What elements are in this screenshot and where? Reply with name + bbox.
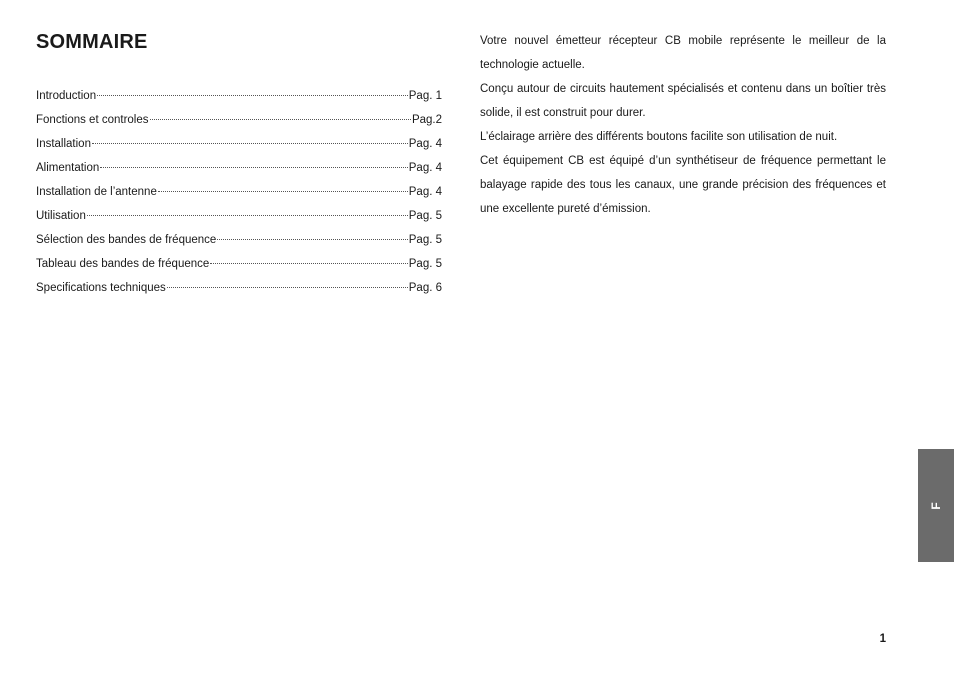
- toc-entry-specifications: [36, 276, 442, 300]
- toc-entry-label: Utilisation: [36, 210, 86, 222]
- toc-entry-label: Sélection des bandes de fréquence: [36, 234, 217, 246]
- toc-entry-utilisation: [36, 204, 442, 228]
- toc-entry-page: Pag. 6: [408, 282, 442, 294]
- toc-entry-introduction: [36, 84, 442, 108]
- toc-entry-alimentation: [36, 156, 442, 180]
- toc-leader-dots: [92, 143, 408, 144]
- toc-leader-dots: [158, 191, 408, 192]
- toc-title: SOMMAIRE: [36, 31, 148, 53]
- toc-entry-label: Installation: [36, 138, 91, 150]
- toc-entry-label: Installation de l’antenne: [36, 186, 157, 198]
- toc-leader-dots: [210, 263, 407, 264]
- toc-entry-tableau-bandes: [36, 252, 442, 276]
- toc-entry-page: Pag. 4: [408, 138, 442, 150]
- toc-leader-dots: [97, 95, 408, 96]
- toc-entry-label: Tableau des bandes de fréquence: [36, 258, 210, 270]
- toc-entry-page: Pag. 4: [408, 162, 442, 174]
- page-number: 1: [879, 633, 886, 645]
- language-letter: F: [929, 501, 943, 510]
- toc-entry-label: Fonctions et controles: [36, 114, 149, 126]
- intro-paragraph: Cet équipement CB est équipé d’un synthétiseur de fréquence permettant le balayage rapide des tous les canaux, une grande précision des fréquences et une excellente pureté d’émission.: [480, 155, 886, 215]
- intro-paragraph: L’éclairage arrière des différents boutons facilite son utilisation de nuit.: [480, 131, 838, 143]
- intro-paragraph: Votre nouvel émetteur récepteur CB mobile représente le meilleur de la technologie actuelle.: [480, 35, 886, 71]
- language-tab: [918, 449, 954, 562]
- toc-entry-fonctions: [36, 108, 442, 132]
- toc-entry-label: Alimentation: [36, 162, 100, 174]
- toc-leader-dots: [87, 215, 408, 216]
- toc-entry-page: Pag. 5: [408, 258, 442, 270]
- toc-leader-dots: [217, 239, 407, 240]
- toc-entry-installation: [36, 132, 442, 156]
- toc-entry-page: Pag. 1: [408, 90, 442, 102]
- table-of-contents: [36, 84, 442, 300]
- toc-leader-dots: [167, 287, 408, 288]
- intro-text: [480, 29, 886, 221]
- toc-entry-antenne: [36, 180, 442, 204]
- toc-leader-dots: [150, 119, 411, 120]
- toc-entry-page: Pag. 5: [408, 210, 442, 222]
- toc-entry-label: Specifications techniques: [36, 282, 166, 294]
- toc-entry-page: Pag. 4: [408, 186, 442, 198]
- toc-entry-selection-bandes: [36, 228, 442, 252]
- toc-entry-label: Introduction: [36, 90, 97, 102]
- toc-entry-page: Pag. 5: [408, 234, 442, 246]
- toc-entry-page: Pag.2: [411, 114, 442, 126]
- toc-leader-dots: [100, 167, 407, 168]
- intro-paragraph: Conçu autour de circuits hautement spécialisés et contenu dans un boîtier très solide, il est construit pour durer.: [480, 83, 886, 119]
